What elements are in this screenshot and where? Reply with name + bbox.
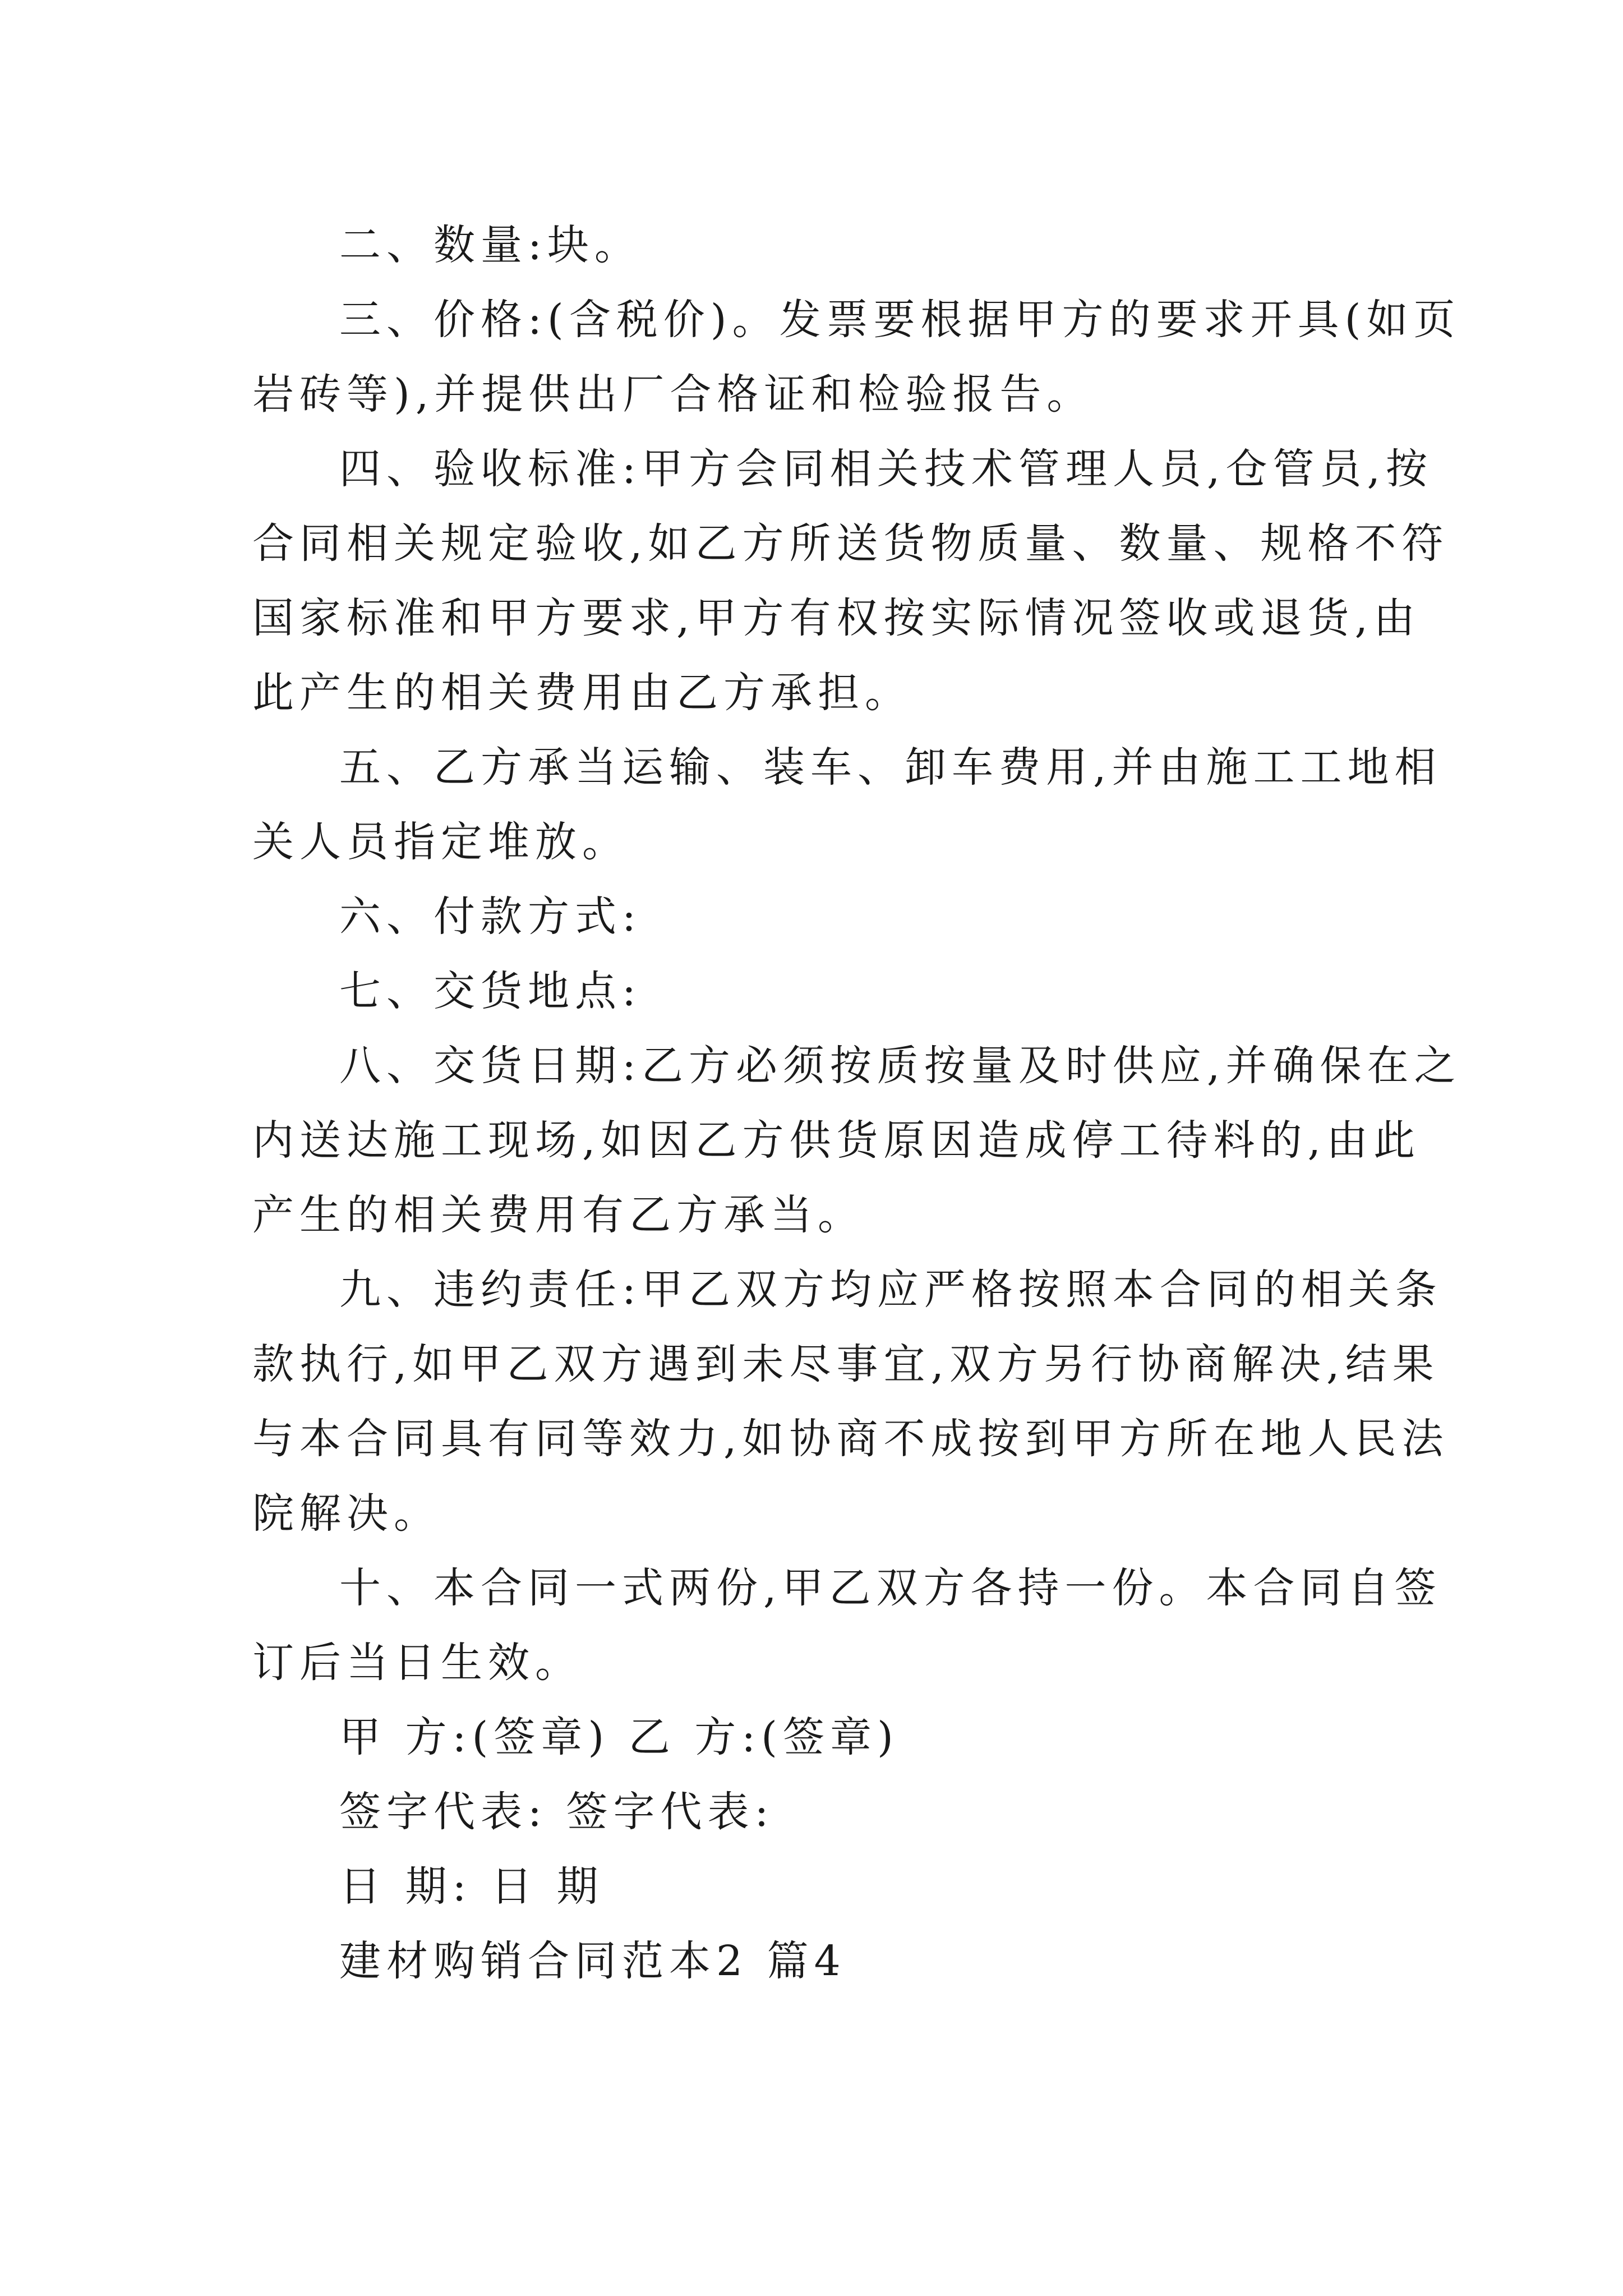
clause-4-acceptance-line-2: 合同相关规定验收,如乙方所送货物质量、数量、规格不符 [252,519,1449,568]
clause-5-transport-line-2: 关人员指定堆放。 [252,818,629,866]
clause-4-acceptance-line-1: 四、验收标准:甲方会同相关技术管理人员,仓管员,按 [339,445,1433,493]
clause-2-quantity: 二、数量:块。 [339,221,642,269]
clause-7-delivery-place: 七、交货地点: [339,967,642,1015]
signature-representatives: 签字代表: 签字代表: [339,1788,774,1836]
clause-3-price-line-2: 岩砖等),并提供出厂合格证和检验报告。 [252,370,1094,418]
clause-8-delivery-date-line-1: 八、交货日期:乙方必须按质按量及时供应,并确保在之 [339,1042,1461,1090]
clause-10-copies-line-1: 十、本合同一式两份,甲乙双方各持一份。本合同自签 [339,1564,1442,1612]
clause-10-copies-line-2: 订后当日生效。 [252,1639,582,1687]
clause-9-liability-line-2: 款执行,如甲乙双方遇到未尽事宜,双方另行协商解决,结果 [252,1340,1440,1388]
clause-9-liability-line-1: 九、违约责任:甲乙双方均应严格按照本合同的相关条 [339,1266,1442,1314]
clause-5-transport-line-1: 五、乙方承当运输、装车、卸车费用,并由施工工地相 [339,743,1442,792]
clause-4-acceptance-line-3: 国家标准和甲方要求,甲方有权按实际情况签收或退货,由 [252,594,1421,642]
clause-8-delivery-date-line-3: 产生的相关费用有乙方承当。 [252,1191,865,1239]
clause-9-liability-line-3: 与本合同具有同等效力,如协商不成按到甲方所在地人民法 [252,1415,1449,1463]
clause-6-payment: 六、付款方式: [339,892,642,941]
clause-4-acceptance-line-4: 此产生的相关费用由乙方承担。 [252,669,912,717]
signature-dates: 日 期: 日 期 [339,1862,604,1911]
clause-3-price-line-1: 三、价格:(含税价)。发票要根据甲方的要求开具(如页 [339,296,1461,344]
clause-8-delivery-date-line-2: 内送达施工现场,如因乙方供货原因造成停工待料的,由此 [252,1116,1421,1165]
section-heading-next: 建材购销合同范本2 篇4 [339,1937,846,1985]
clause-9-liability-line-4: 院解决。 [252,1489,441,1538]
signature-parties: 甲 方:(签章) 乙 方:(签章) [339,1713,899,1761]
